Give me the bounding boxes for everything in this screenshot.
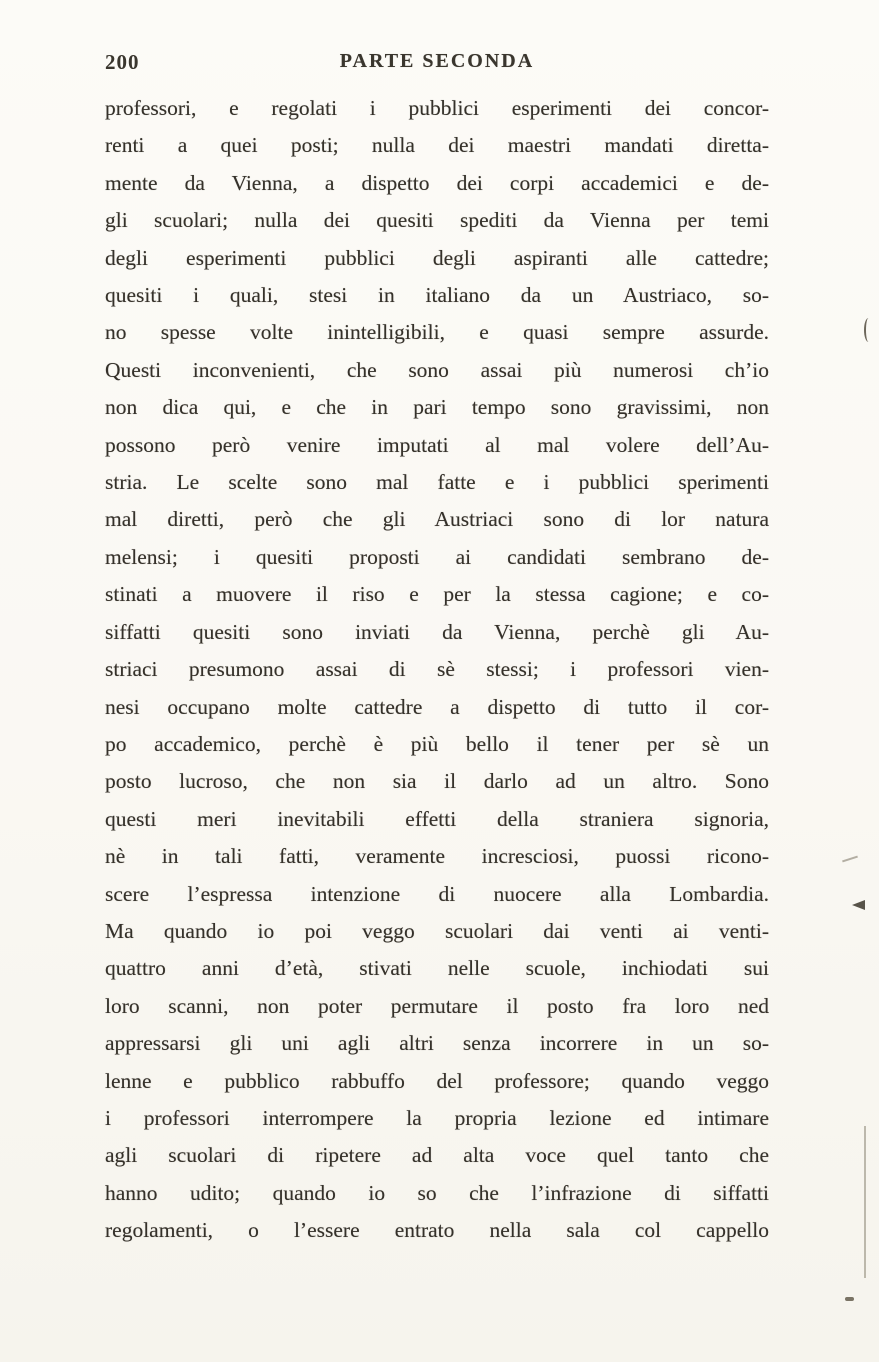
text-line: mal diretti, però che gli Austriaci sono di lor natura xyxy=(105,507,769,532)
text-line: degli esperimenti pubblici degli aspiranti alle cattedre; xyxy=(105,245,769,270)
body-text xyxy=(105,90,769,1250)
text-line: nesi occupano molte cattedre a dispetto di tutto il cor- xyxy=(105,694,769,719)
text-line: hanno udito; quando io so che l’infrazione di siffatti xyxy=(105,1180,769,1205)
text-line: no spesse volte inintelligibili, e quasi sempre assurde. xyxy=(105,320,769,345)
text-line: agli scuolari di ripetere ad alta voce quel tanto che xyxy=(105,1143,769,1168)
scan-artifact-line xyxy=(864,1126,866,1278)
text-line: gli scuolari; nulla dei quesiti spediti da Vienna per temi xyxy=(105,208,769,233)
text-line: Ma quando io poi veggo scuolari dai venti ai venti- xyxy=(105,918,769,943)
page-header xyxy=(105,50,769,80)
text-line: mente da Vienna, a dispetto dei corpi accademici e de- xyxy=(105,170,769,195)
text-line: po accademico, perchè è più bello il tener per sè un xyxy=(105,731,769,756)
scan-artifact-arrow xyxy=(852,900,865,910)
text-line: i professori interrompere la propria lezione ed intimare xyxy=(105,1105,769,1130)
page-number: 200 xyxy=(105,50,140,74)
text-line: non dica qui, e che in pari tempo sono gravissimi, non xyxy=(105,395,769,420)
text-line: stinati a muovere il riso e per la stessa cagione; e co- xyxy=(105,582,769,607)
text-line: scere l’espressa intenzione di nuocere alla Lombardia. xyxy=(105,881,769,906)
text-line: striaci presumono assai di sè stessi; i professori vien- xyxy=(105,657,769,682)
text-line: regolamenti, o l’essere entrato nella sala col cappello xyxy=(105,1218,769,1243)
running-title: PARTE SECONDA xyxy=(339,50,535,72)
text-line: stria. Le scelte sono mal fatte e i pubblici sperimenti xyxy=(105,470,769,495)
text-line: posto lucroso, che non sia il darlo ad un altro. Sono xyxy=(105,769,769,794)
text-line: questi meri inevitabili effetti della straniera signoria, xyxy=(105,806,769,831)
text-line: quattro anni d’età, stivati nelle scuole, inchiodati sui xyxy=(105,956,769,981)
scan-artifact-bottom xyxy=(845,1297,854,1301)
text-line: professori, e regolati i pubblici esperimenti dei concor- xyxy=(105,96,769,120)
text-line: Questi inconvenienti, che sono assai più numerosi ch’io xyxy=(105,357,769,382)
text-line: siffatti quesiti sono inviati da Vienna, perchè gli Au- xyxy=(105,619,769,644)
text-line: appressarsi gli uni agli altri senza incorrere in un so- xyxy=(105,1031,769,1056)
text-line: possono però venire imputati al mal volere dell’Au- xyxy=(105,432,769,457)
scan-artifact-dash xyxy=(842,856,858,863)
text-line: renti a quei posti; nulla dei maestri mandati diretta- xyxy=(105,133,769,158)
text-line: melensi; i quesiti proposti ai candidati sembrano de- xyxy=(105,544,769,569)
text-line: quesiti i quali, stesi in italiano da un Austriaco, so- xyxy=(105,283,769,308)
scan-artifact-paren xyxy=(864,318,873,342)
text-line: lenne e pubblico rabbuffo del professore; quando veggo xyxy=(105,1068,769,1093)
text-line: loro scanni, non poter permutare il posto fra loro ned xyxy=(105,993,769,1018)
text-line: nè in tali fatti, veramente incresciosi, puossi ricono- xyxy=(105,844,769,869)
